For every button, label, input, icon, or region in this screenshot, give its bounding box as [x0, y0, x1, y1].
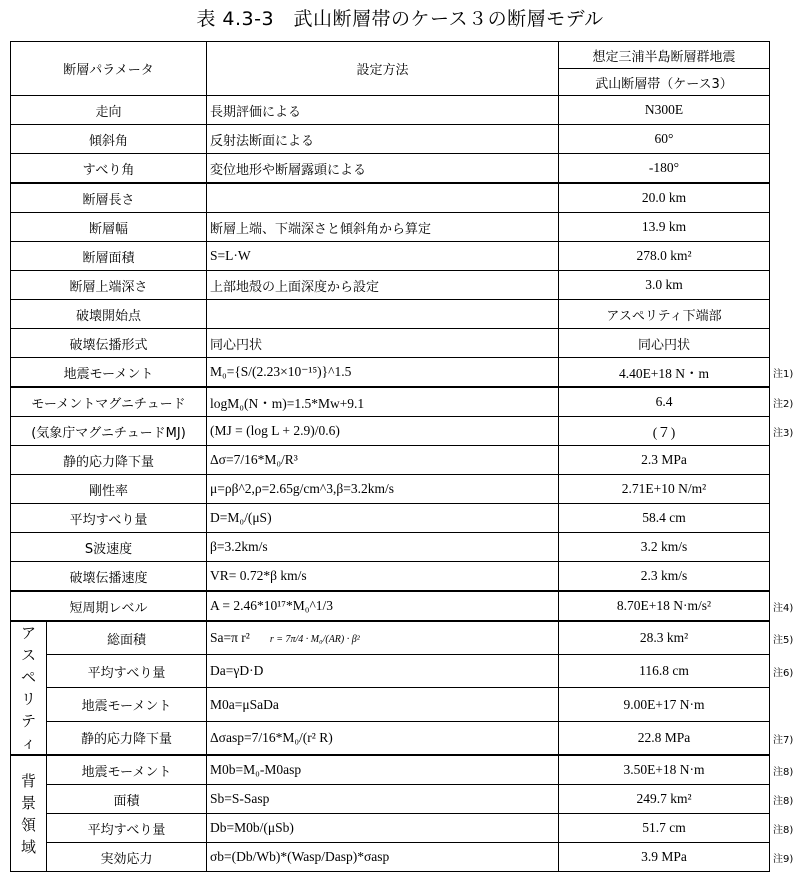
- table-row: [11, 504, 770, 533]
- method-cell: 同心円状: [207, 329, 559, 358]
- method-cell: [207, 300, 559, 329]
- note-label: 注3): [773, 428, 794, 439]
- method-cell: M0a=μSaDa: [207, 688, 559, 721]
- value-cell: N300E: [559, 96, 770, 125]
- value-cell: 278.0 km²: [559, 242, 770, 271]
- table-row: [11, 125, 770, 154]
- asperity-group-char: ィ: [20, 734, 36, 752]
- table-row: [11, 213, 770, 242]
- param-name: 破壊伝播速度: [11, 562, 207, 592]
- value-cell: 28.3 km²: [559, 621, 770, 655]
- asperity-group-char: テ: [20, 712, 36, 730]
- param-name: 断層上端深さ: [11, 271, 207, 300]
- note-label: 注8): [773, 766, 794, 778]
- param-name: 地震モーメント: [47, 755, 207, 785]
- note-label: 注1): [773, 369, 794, 381]
- value-cell: 22.8 MPa: [559, 721, 770, 755]
- value-cell: 6.4: [559, 387, 770, 417]
- param-name: 断層長さ: [11, 183, 207, 213]
- asperity-group-char: ス: [20, 646, 36, 664]
- area-formula: Sa=π r²: [210, 630, 250, 646]
- table-row: [11, 591, 770, 621]
- method-cell: Da=γD·D: [207, 655, 559, 688]
- note-label: 注8): [773, 825, 794, 836]
- table-row: [11, 417, 770, 446]
- table-title: 表 4.3-3 武山断層帯のケース３の断層モデル: [196, 8, 604, 30]
- method-cell: 反射法断面による: [207, 125, 559, 154]
- param-name: 地震モーメント: [47, 688, 207, 721]
- value-cell: 3.2 km/s: [559, 533, 770, 562]
- background-group-char: 景: [20, 793, 36, 812]
- table-row: [11, 387, 770, 417]
- param-name: 短周期レベル: [11, 591, 207, 621]
- value-cell: 13.9 km: [559, 213, 770, 242]
- method-cell: 断層上端、下端深さと傾斜角から算定: [207, 213, 559, 242]
- param-name: (気象庁マグニチュードMJ): [11, 417, 207, 446]
- method-cell: 変位地形や断層露頭による: [207, 154, 559, 184]
- table-row: [11, 621, 770, 655]
- value-cell: 51.7 cm: [559, 814, 770, 843]
- value-cell: 8.70E+18 N·m/s²: [559, 591, 770, 621]
- param-name: 静的応力降下量: [11, 446, 207, 475]
- header-method: 設定方法: [207, 42, 559, 96]
- value-cell: 2.3 km/s: [559, 562, 770, 592]
- method-cell: Δσ=7/16*M₀/R³: [207, 446, 559, 475]
- value-cell: 58.4 cm: [559, 504, 770, 533]
- header-event-line1: 想定三浦半島断層群地震: [559, 42, 770, 69]
- background-group-char: 領: [20, 815, 36, 834]
- table-row: [11, 688, 770, 721]
- param-name: 地震モーメント: [11, 358, 207, 388]
- value-cell: 116.8 cm: [559, 655, 770, 688]
- method-cell: [207, 621, 559, 655]
- table-row: [11, 475, 770, 504]
- param-name: 平均すべり量: [11, 504, 207, 533]
- param-name: モーメントマグニチュード: [11, 387, 207, 417]
- table-row: [11, 721, 770, 755]
- param-name: 断層幅: [11, 213, 207, 242]
- asperity-group-label: [11, 621, 47, 755]
- param-name: すべり角: [11, 154, 207, 184]
- method-cell: [207, 183, 559, 213]
- table-row: [11, 655, 770, 688]
- table-row: [11, 154, 770, 184]
- method-cell: A = 2.46*10¹⁷*M₀^1/3: [207, 591, 559, 621]
- note-label: 注2): [773, 398, 794, 410]
- table-row: [11, 96, 770, 125]
- table-row: [11, 785, 770, 814]
- method-cell: μ=ρβ^2,ρ=2.65g/cm^3,β=3.2km/s: [207, 475, 559, 504]
- note-label: 注9): [773, 854, 794, 865]
- param-name: 傾斜角: [11, 125, 207, 154]
- param-name: 平均すべり量: [47, 655, 207, 688]
- method-cell: VR= 0.72*β km/s: [207, 562, 559, 592]
- table-row: [11, 446, 770, 475]
- param-name: 剛性率: [11, 475, 207, 504]
- value-cell: 60°: [559, 125, 770, 154]
- value-cell: 9.00E+17 N·m: [559, 688, 770, 721]
- asperity-group-char: ペ: [20, 668, 36, 686]
- background-group-label: [11, 755, 47, 872]
- param-name: S波速度: [11, 533, 207, 562]
- method-cell: Db=M0b/(μSb): [207, 814, 559, 843]
- table-row: [11, 533, 770, 562]
- method-cell: 上部地殻の上面深度から設定: [207, 271, 559, 300]
- table-row: [11, 329, 770, 358]
- table-row: [11, 358, 770, 388]
- method-cell: (MJ = (log L + 2.9)/0.6): [207, 417, 559, 446]
- param-name: 面積: [47, 785, 207, 814]
- method-cell: logM₀(N・m)=1.5*Mw+9.1: [207, 387, 559, 417]
- value-cell: (７): [559, 417, 770, 446]
- param-name: 断層面積: [11, 242, 207, 271]
- param-name: 静的応力降下量: [47, 721, 207, 755]
- method-cell: Sb=S-Sasp: [207, 785, 559, 814]
- asperity-group-char: リ: [20, 690, 36, 708]
- value-cell: アスペリティ下端部: [559, 300, 770, 329]
- table-row: [11, 814, 770, 843]
- fault-model-table: [10, 41, 770, 872]
- method-cell: D=M₀/(μS): [207, 504, 559, 533]
- method-cell: Δσasp=7/16*M₀/(r² R): [207, 721, 559, 755]
- method-cell: M0b=M₀-M0asp: [207, 755, 559, 785]
- note-label: 注8): [773, 796, 794, 807]
- param-name: 走向: [11, 96, 207, 125]
- value-cell: 4.40E+18 N・m: [559, 358, 770, 388]
- table-row: [11, 843, 770, 872]
- value-cell: 3.9 MPa: [559, 843, 770, 872]
- note-label: 注4): [773, 603, 794, 614]
- background-group-char: 背: [20, 771, 36, 790]
- header-event-line2: 武山断層帯（ケース3）: [559, 69, 770, 96]
- table-row: [11, 300, 770, 329]
- note-label: 注5): [773, 634, 794, 646]
- method-cell: 長期評価による: [207, 96, 559, 125]
- table-row: [11, 755, 770, 785]
- note-label: 注6): [773, 668, 794, 680]
- value-cell: -180°: [559, 154, 770, 184]
- param-name: 平均すべり量: [47, 814, 207, 843]
- value-cell: 249.7 km²: [559, 785, 770, 814]
- method-cell: S=L·W: [207, 242, 559, 271]
- value-cell: 2.71E+10 N/m²: [559, 475, 770, 504]
- header-param: 断層パラメータ: [11, 42, 207, 96]
- value-cell: 同心円状: [559, 329, 770, 358]
- note-label: 注7): [773, 735, 794, 747]
- value-cell: 2.3 MPa: [559, 446, 770, 475]
- background-group-char: 域: [20, 837, 36, 856]
- param-name: 総面積: [47, 621, 207, 655]
- param-name: 実効応力: [47, 843, 207, 872]
- table-row: [11, 183, 770, 213]
- param-name: 破壊開始点: [11, 300, 207, 329]
- value-cell: 20.0 km: [559, 183, 770, 213]
- method-cell: σb=(Db/Wb)*(Wasp/Dasp)*σasp: [207, 843, 559, 872]
- value-cell: 3.0 km: [559, 271, 770, 300]
- asperity-group-char: ア: [20, 624, 36, 642]
- value-cell: 3.50E+18 N·m: [559, 755, 770, 785]
- method-cell: M₀={S/(2.23×10⁻¹⁵)}^1.5: [207, 358, 559, 388]
- table-row: [11, 562, 770, 592]
- param-name: 破壊伝播形式: [11, 329, 207, 358]
- radius-formula: r = 7π/4 · M₀/(AR) · β²: [269, 634, 360, 646]
- table-row: [11, 271, 770, 300]
- table-row: [11, 242, 770, 271]
- method-cell: β=3.2km/s: [207, 533, 559, 562]
